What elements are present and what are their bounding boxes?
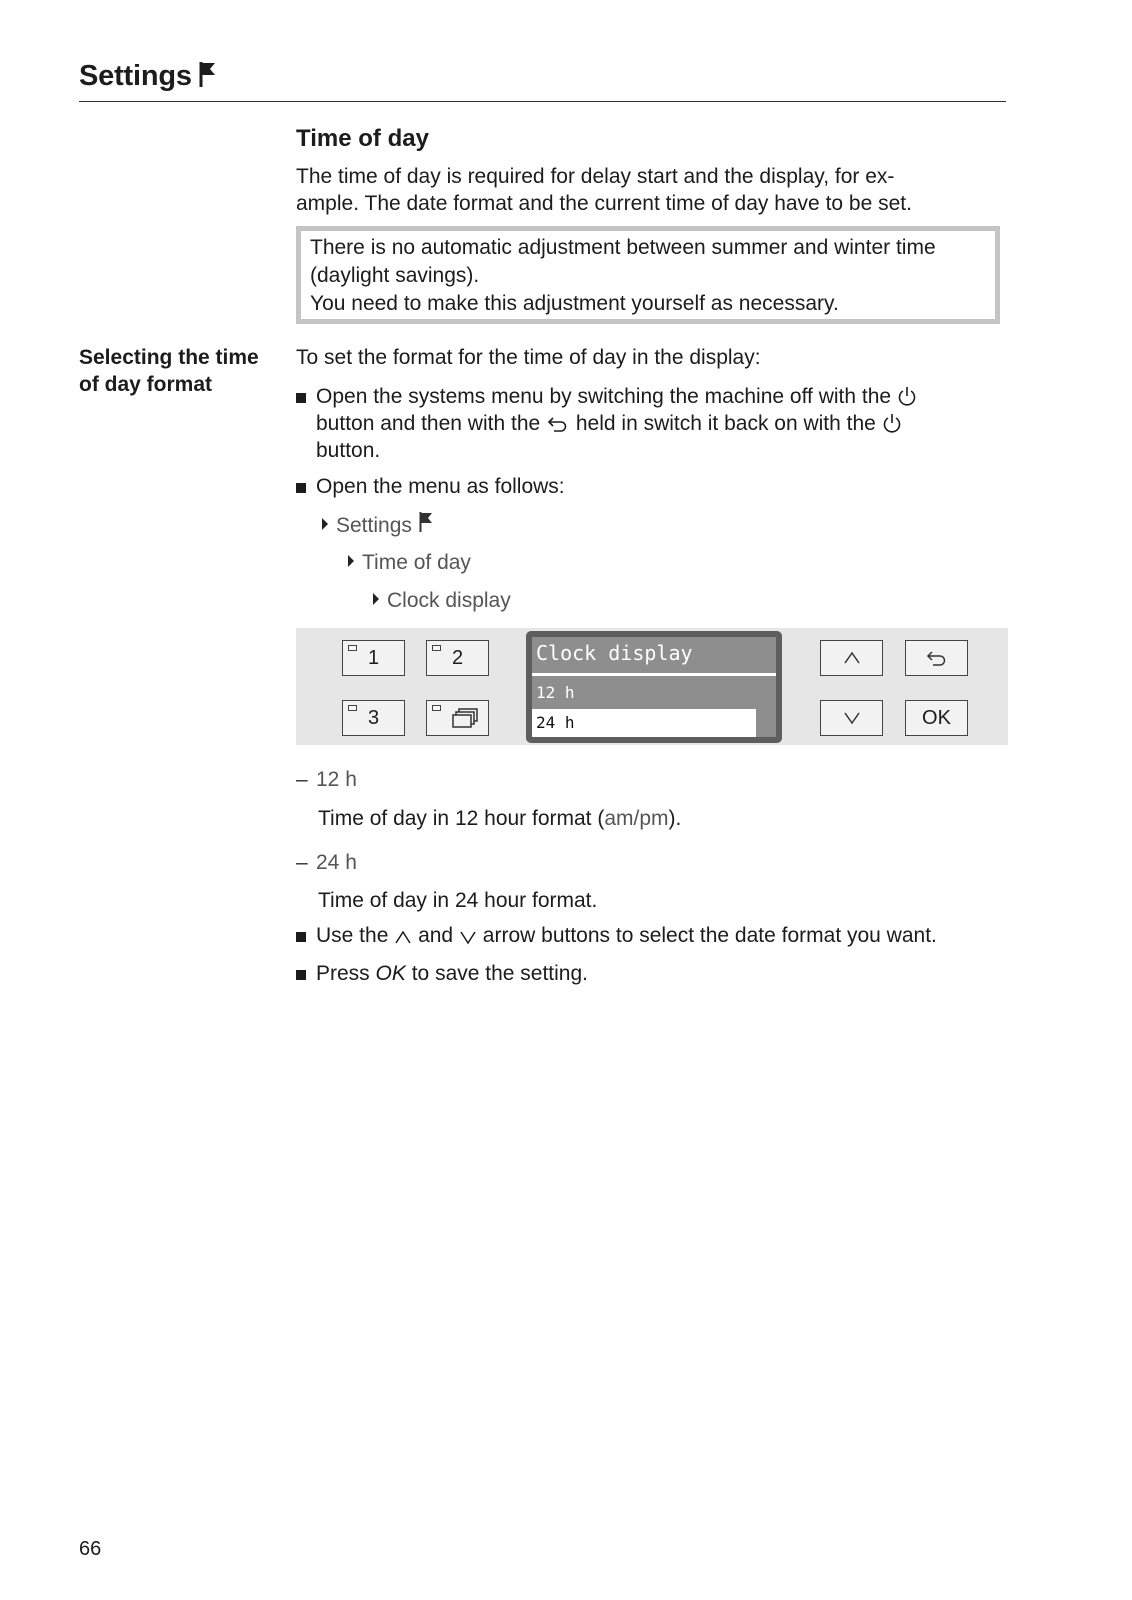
programs-icon bbox=[450, 707, 480, 729]
led-indicator bbox=[432, 705, 441, 711]
step-1-text-c: held in switch it back on with the bbox=[575, 412, 876, 435]
step-1-text-a: Open the systems menu by switching the machine off with the bbox=[316, 385, 892, 408]
step-4: Press OK to save the setting. bbox=[296, 960, 1006, 987]
menu-arrow-icon bbox=[348, 555, 354, 567]
page-header-title bbox=[79, 60, 218, 93]
led-indicator bbox=[432, 645, 441, 651]
back-icon bbox=[546, 415, 570, 433]
option-24h-label: 24 h bbox=[316, 851, 357, 874]
menu-path-settings: Settings bbox=[322, 511, 434, 539]
bullet-square-icon bbox=[296, 483, 306, 493]
programs-button[interactable] bbox=[426, 700, 489, 736]
option-24h-description: Time of day in 24 hour format. bbox=[318, 889, 598, 912]
down-arrow-button[interactable] bbox=[820, 700, 883, 736]
step-1-text-d: button. bbox=[316, 439, 381, 462]
note-line-1: There is no automatic adjustment between summer and winter time bbox=[310, 236, 936, 259]
ok-emphasis: OK bbox=[375, 962, 406, 985]
display-option-12h[interactable]: 12 h bbox=[536, 683, 575, 702]
note-line-2: (daylight savings). bbox=[310, 264, 480, 287]
led-indicator bbox=[348, 645, 357, 651]
step-2 bbox=[296, 473, 1006, 500]
led-indicator bbox=[348, 705, 357, 711]
step-1 bbox=[296, 383, 1006, 464]
flag-icon bbox=[418, 511, 434, 533]
bullet-square-icon bbox=[296, 393, 306, 403]
bullet-square-icon bbox=[296, 932, 306, 942]
option-12h-label: 12 h bbox=[316, 768, 357, 791]
note-box bbox=[296, 226, 1000, 324]
display-option-24h-selected[interactable]: 24 h bbox=[532, 709, 756, 737]
side-heading-line-2: of day format bbox=[79, 373, 213, 396]
note-line-3: You need to make this adjustment yourself as necessary. bbox=[310, 292, 839, 315]
ok-button[interactable]: OK bbox=[905, 700, 968, 736]
option-24h: – 24 h bbox=[296, 851, 357, 874]
down-arrow-icon bbox=[843, 711, 861, 725]
option-12h: – 12 h bbox=[296, 768, 357, 791]
display-screen bbox=[526, 631, 782, 743]
back-button[interactable] bbox=[905, 640, 968, 676]
control-panel bbox=[296, 628, 1008, 745]
section-title: Time of day bbox=[296, 125, 429, 152]
back-icon bbox=[925, 649, 949, 667]
page-number: 66 bbox=[79, 1538, 102, 1560]
display-divider bbox=[532, 673, 776, 676]
up-arrow-icon bbox=[394, 929, 412, 945]
format-lead: To set the format for the time of day in the display: bbox=[296, 346, 761, 369]
step-1-text-b: button and then with the bbox=[316, 412, 541, 435]
side-heading bbox=[79, 344, 284, 398]
side-heading-line-1: Selecting the time bbox=[79, 346, 259, 369]
menu-path-time-of-day: Time of day bbox=[348, 549, 471, 576]
display-title: Clock display bbox=[536, 641, 693, 665]
up-arrow-button[interactable] bbox=[820, 640, 883, 676]
intro-line-2: ample. The date format and the current time of day have to be set. bbox=[296, 192, 912, 215]
power-icon bbox=[897, 386, 917, 406]
flag-icon bbox=[198, 60, 218, 88]
section-intro bbox=[296, 163, 996, 217]
step-3: Use the and arrow buttons to select the date format you want. bbox=[296, 922, 1006, 949]
header-divider bbox=[79, 101, 1006, 102]
key-2-button[interactable]: 2 bbox=[426, 640, 489, 676]
menu-path-clock-display: Clock display bbox=[373, 587, 511, 614]
up-arrow-icon bbox=[843, 651, 861, 665]
step-2-text: Open the menu as follows: bbox=[316, 475, 565, 498]
bullet-square-icon bbox=[296, 970, 306, 980]
option-12h-description: Time of day in 12 hour format (am/pm). bbox=[318, 807, 682, 830]
menu-arrow-icon bbox=[373, 593, 379, 605]
key-3-button[interactable]: 3 bbox=[342, 700, 405, 736]
down-arrow-icon bbox=[459, 929, 477, 945]
power-icon bbox=[882, 413, 902, 433]
intro-line-1: The time of day is required for delay start and the display, for ex- bbox=[296, 165, 895, 188]
header-title-text: Settings bbox=[79, 60, 192, 92]
key-1-button[interactable]: 1 bbox=[342, 640, 405, 676]
menu-arrow-icon bbox=[322, 518, 328, 530]
